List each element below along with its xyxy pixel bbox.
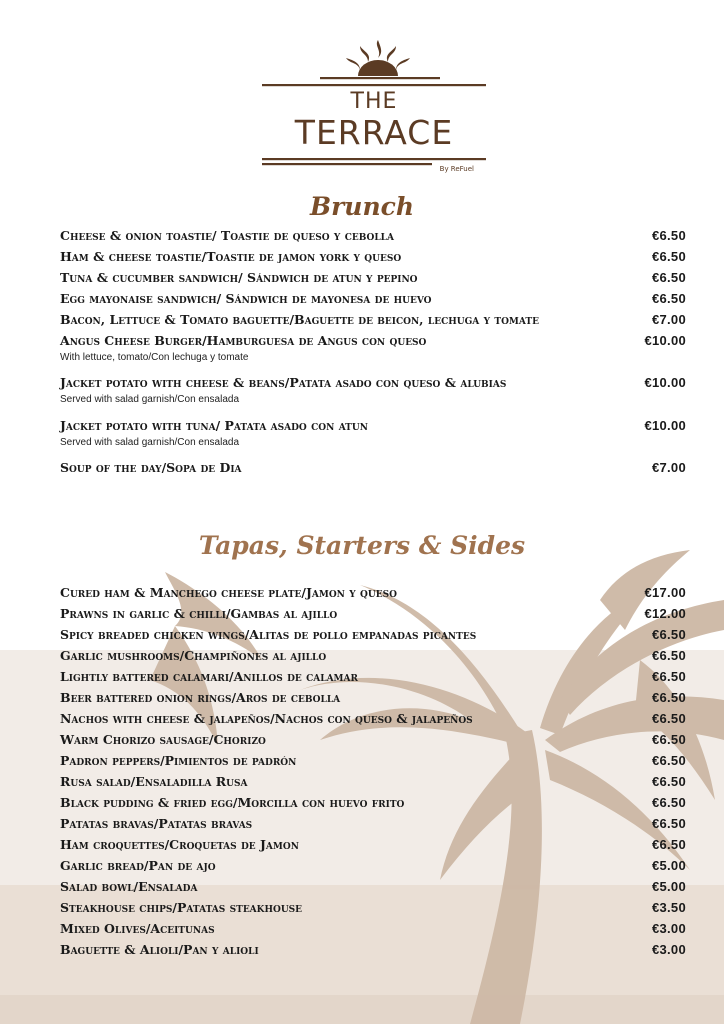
tapas-section-title: Tapas, Starters & Sides: [198, 531, 526, 560]
item-price: €6.50: [651, 669, 686, 684]
item-price: €6.50: [651, 270, 686, 285]
item-name: Beer battered onion rings/Aros de cebolla: [60, 690, 341, 705]
menu-item: [60, 626, 686, 646]
menu-item: [60, 290, 686, 310]
menu-item: [60, 878, 686, 898]
menu-item: [60, 417, 686, 448]
menu-item: [60, 731, 686, 751]
item-price: €6.50: [651, 816, 686, 831]
item-name: Cured ham & Manchego cheese plate/Jamon y queso: [60, 585, 397, 600]
item-price: €6.50: [651, 774, 686, 789]
menu-item: [60, 227, 686, 247]
item-name: Jacket potato with cheese & beans/Patata asado con queso & alubias: [60, 375, 507, 390]
item-price: €3.50: [651, 900, 686, 915]
item-name: Padron peppers/Pimientos de padrón: [60, 753, 297, 768]
item-name: Ham & cheese toastie/Toastie de jamon york y queso: [60, 249, 402, 264]
item-name: Lightly battered calamari/Anillos de calamar: [60, 669, 358, 684]
item-price: €7.00: [651, 460, 686, 475]
logo-line-the: THE: [350, 89, 398, 114]
item-name: Patatas bravas/Patatas bravas: [60, 816, 253, 831]
menu-item: [60, 647, 686, 667]
menu-item: [60, 668, 686, 688]
menu-item: [60, 836, 686, 856]
brunch-section-title: Brunch: [309, 192, 415, 221]
item-price: €10.00: [644, 418, 686, 433]
item-name: Salad bowl/Ensalada: [60, 879, 198, 894]
item-note: Served with salad garnish/Con ensalada: [60, 437, 239, 448]
item-price: €6.50: [651, 690, 686, 705]
item-name: Baguette & Alioli/Pan y alioli: [60, 942, 259, 957]
item-name: Warm Chorizo sausage/Chorizo: [60, 732, 266, 747]
item-name: Garlic bread/Pan de ajo: [60, 858, 216, 873]
menu-item: [60, 752, 686, 772]
menu-item: [60, 941, 686, 961]
item-name: Jacket potato with tuna/ Patata asado con atun: [60, 418, 368, 433]
item-name: Soup of the day/Sopa de Dia: [60, 460, 242, 475]
item-price: €6.50: [651, 249, 686, 264]
item-price: €6.50: [651, 648, 686, 663]
logo-line-terrace: TERRACE: [294, 113, 454, 152]
item-name: Egg mayonaise sandwich/ Sándwich de mayonesa de huevo: [60, 291, 432, 306]
item-name: Prawns in garlic & chilli/Gambas al ajillo: [60, 606, 338, 621]
item-price: €6.50: [651, 627, 686, 642]
item-name: Spicy breaded chicken wings/Alitas de pollo empanadas picantes: [60, 627, 477, 642]
menu-item: [60, 605, 686, 625]
item-name: Ham croquettes/Croquetas de Jamon: [60, 837, 299, 852]
menu-item: [60, 374, 686, 405]
item-price: €3.00: [651, 942, 686, 957]
item-name: Tuna & cucumber sandwich/ Sándwich de atun y pepino: [60, 270, 418, 285]
item-price: €10.00: [644, 333, 686, 348]
item-price: €6.50: [651, 711, 686, 726]
item-price: €10.00: [644, 375, 686, 390]
menu-item: [60, 794, 686, 814]
logo: [260, 36, 488, 186]
item-note: Served with salad garnish/Con ensalada: [60, 394, 239, 405]
item-name: Black pudding & fried egg/Morcilla con huevo frito: [60, 795, 405, 810]
item-price: €6.50: [651, 228, 686, 243]
item-name: Bacon, Lettuce & Tomato baguette/Baguette de beicon, lechuga y tomate: [60, 312, 539, 327]
item-price: €6.50: [651, 837, 686, 852]
logo-byline: By ReFuel: [439, 165, 474, 173]
menu-item: [60, 857, 686, 877]
item-name: Rusa salad/Ensaladilla Rusa: [60, 774, 248, 789]
item-price: €6.50: [651, 753, 686, 768]
menu-item: [60, 584, 686, 604]
item-price: €6.50: [651, 291, 686, 306]
menu-item: [60, 920, 686, 940]
item-price: €7.00: [651, 312, 686, 327]
item-name: Cheese & onion toastie/ Toastie de queso y cebolla: [60, 228, 394, 243]
menu-item: [60, 269, 686, 289]
item-price: €3.00: [651, 921, 686, 936]
item-price: €12.00: [644, 606, 686, 621]
sun-logo-icon: [260, 36, 488, 90]
menu-item: [60, 773, 686, 793]
item-name: Nachos with cheese & jalapeños/Nachos con queso & jalapeños: [60, 711, 473, 726]
menu-item: [60, 248, 686, 268]
item-name: Garlic mushrooms/Champiñones al ajillo: [60, 648, 327, 663]
item-name: Mixed Olives/Aceitunas: [60, 921, 215, 936]
menu-item: [60, 689, 686, 709]
item-price: €5.00: [651, 879, 686, 894]
menu-item: [60, 710, 686, 730]
item-name: Angus Cheese Burger/Hamburguesa de Angus con queso: [60, 333, 427, 348]
item-price: €5.00: [651, 858, 686, 873]
item-price: €17.00: [644, 585, 686, 600]
menu-item: [60, 899, 686, 919]
item-note: With lettuce, tomato/Con lechuga y tomate: [60, 352, 249, 363]
menu-item: [60, 311, 686, 331]
item-price: €6.50: [651, 732, 686, 747]
item-name: Steakhouse chips/Patatas steakhouse: [60, 900, 303, 915]
item-price: €6.50: [651, 795, 686, 810]
menu-item: [60, 815, 686, 835]
menu-item: [60, 459, 686, 479]
menu-item: [60, 332, 686, 363]
